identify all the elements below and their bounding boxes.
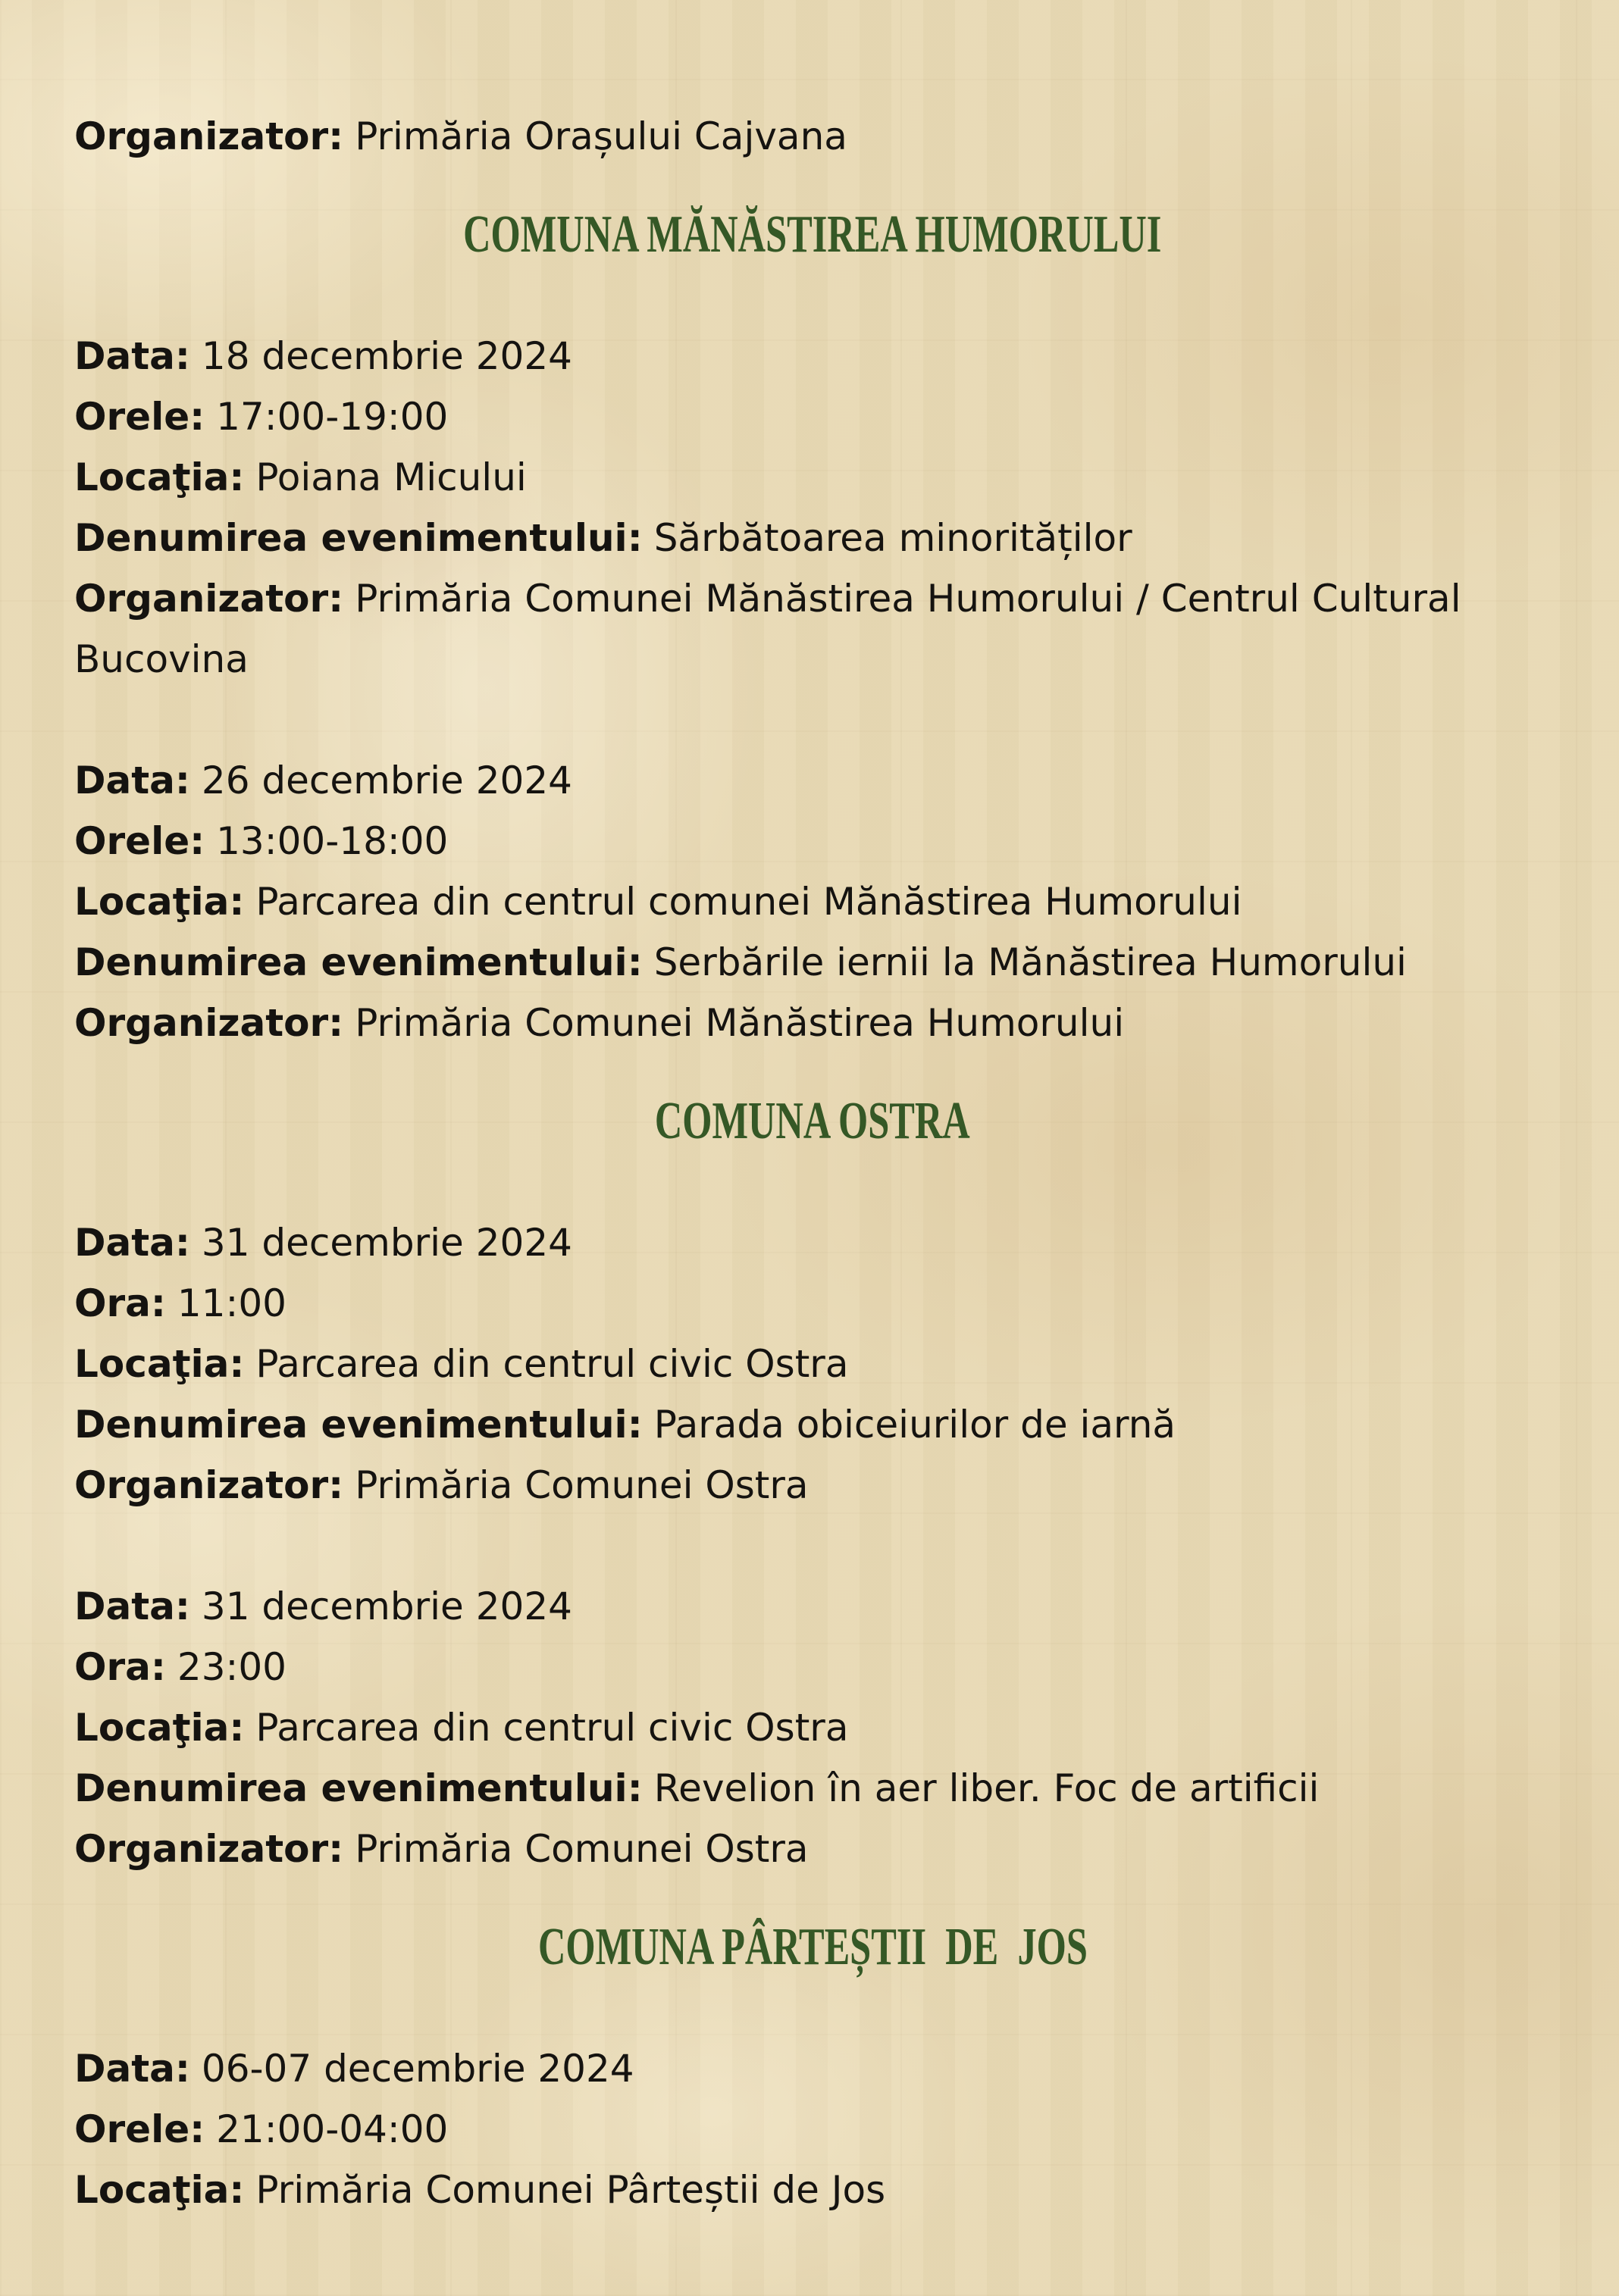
field-value: Primăria Comunei Mănăstirea Humorului bbox=[355, 1001, 1125, 1045]
section-heading-text: COMUNA OSTRA bbox=[655, 1092, 970, 1150]
event-block bbox=[74, 326, 1551, 690]
field-value: Parada obiceiurilor de iarnă bbox=[653, 1403, 1176, 1447]
event-row bbox=[74, 1637, 1551, 1697]
field-label: Data: bbox=[74, 759, 190, 802]
event-row bbox=[74, 2099, 1551, 2160]
field-value: Serbările iernii la Mănăstirea Humorului bbox=[653, 940, 1407, 984]
event-row bbox=[74, 1576, 1551, 1637]
field-label: Denumirea evenimentului: bbox=[74, 1766, 643, 1810]
field-label: Ora: bbox=[74, 1281, 166, 1325]
field-value: Revelion în aer liber. Foc de artificii bbox=[653, 1766, 1320, 1810]
event-row bbox=[74, 508, 1551, 568]
field-label: Organizator: bbox=[74, 1001, 344, 1045]
field-label: Orele: bbox=[74, 2107, 205, 2151]
field-label: Denumirea evenimentului: bbox=[74, 516, 643, 560]
event-row bbox=[74, 1819, 1551, 1879]
event-row bbox=[74, 750, 1551, 811]
field-label: Organizator: bbox=[74, 577, 344, 621]
intro-organizer-line bbox=[74, 106, 1551, 167]
event-row bbox=[74, 326, 1551, 386]
event-row bbox=[74, 1273, 1551, 1334]
event-row bbox=[74, 871, 1551, 932]
event-block bbox=[74, 2038, 1551, 2220]
field-value: Parcarea din centrul comunei Mănăstirea Humorului bbox=[255, 880, 1242, 924]
event-block bbox=[74, 1212, 1551, 1516]
field-value: 11:00 bbox=[177, 1281, 287, 1325]
section-partestii-de-jos bbox=[74, 1917, 1551, 2220]
event-row bbox=[74, 2038, 1551, 2099]
field-label: Denumirea evenimentului: bbox=[74, 940, 643, 984]
field-value: 26 decembrie 2024 bbox=[201, 759, 572, 802]
field-value: 31 decembrie 2024 bbox=[201, 1221, 572, 1265]
field-label: Locaţia: bbox=[74, 1342, 245, 1386]
field-value: Parcarea din centrul civic Ostra bbox=[255, 1342, 849, 1386]
section-heading bbox=[74, 1917, 1551, 1978]
field-label: Locaţia: bbox=[74, 455, 245, 499]
event-block bbox=[74, 750, 1551, 1053]
event-row bbox=[74, 993, 1551, 1053]
field-value: 06-07 decembrie 2024 bbox=[201, 2047, 634, 2091]
field-value: Primăria Comunei Mănăstirea Humorului / Centrul Cultural bbox=[355, 577, 1461, 621]
field-value: Parcarea din centrul civic Ostra bbox=[255, 1706, 849, 1750]
event-row bbox=[74, 386, 1551, 447]
event-row bbox=[74, 1758, 1551, 1819]
event-row bbox=[74, 1212, 1551, 1273]
event-row-continuation bbox=[74, 629, 1551, 690]
field-label: Organizator: bbox=[74, 1463, 344, 1507]
event-row bbox=[74, 811, 1551, 871]
field-value: Primăria Comunei Ostra bbox=[355, 1827, 809, 1871]
event-row bbox=[74, 2160, 1551, 2220]
field-value: 13:00-18:00 bbox=[216, 819, 449, 863]
section-heading bbox=[74, 205, 1551, 265]
section-heading-text: COMUNA PÂRTEȘTII DE JOS bbox=[537, 1918, 1088, 1976]
field-value: 17:00-19:00 bbox=[216, 395, 449, 439]
field-label: Locaţia: bbox=[74, 2168, 245, 2212]
event-row bbox=[74, 1455, 1551, 1516]
section-manastirea-humorului bbox=[74, 205, 1551, 1053]
event-row bbox=[74, 1697, 1551, 1758]
field-value: Sărbătoarea minorităților bbox=[653, 516, 1132, 560]
field-label: Locaţia: bbox=[74, 1706, 245, 1750]
field-label: Organizator: bbox=[74, 1827, 344, 1871]
field-label: Data: bbox=[74, 334, 190, 378]
field-value: Bucovina bbox=[74, 637, 249, 681]
field-label: Data: bbox=[74, 1584, 190, 1628]
field-value: 21:00-04:00 bbox=[216, 2107, 449, 2151]
event-row bbox=[74, 932, 1551, 993]
event-row bbox=[74, 1334, 1551, 1394]
field-label: Orele: bbox=[74, 819, 205, 863]
field-label: Data: bbox=[74, 1221, 190, 1265]
section-heading-text: COMUNA MĂNĂSTIREA HUMORULUI bbox=[463, 205, 1162, 264]
field-value: 18 decembrie 2024 bbox=[201, 334, 572, 378]
field-label: Locaţia: bbox=[74, 880, 245, 924]
field-label: Organizator: bbox=[74, 114, 344, 158]
field-value: Primăria Comunei Ostra bbox=[355, 1463, 809, 1507]
field-value: 23:00 bbox=[177, 1645, 287, 1689]
field-value: Primăria Comunei Pârteștii de Jos bbox=[255, 2168, 886, 2212]
field-value: Primăria Orașului Cajvana bbox=[355, 114, 847, 158]
event-row bbox=[74, 568, 1551, 629]
event-row bbox=[74, 447, 1551, 508]
field-label: Ora: bbox=[74, 1645, 166, 1689]
field-label: Denumirea evenimentului: bbox=[74, 1403, 643, 1447]
section-ostra bbox=[74, 1091, 1551, 1879]
section-heading bbox=[74, 1091, 1551, 1152]
field-label: Orele: bbox=[74, 395, 205, 439]
event-row bbox=[74, 1394, 1551, 1455]
event-block bbox=[74, 1576, 1551, 1879]
field-value: Poiana Micului bbox=[255, 455, 527, 499]
field-label: Data: bbox=[74, 2047, 190, 2091]
field-value: 31 decembrie 2024 bbox=[201, 1584, 572, 1628]
